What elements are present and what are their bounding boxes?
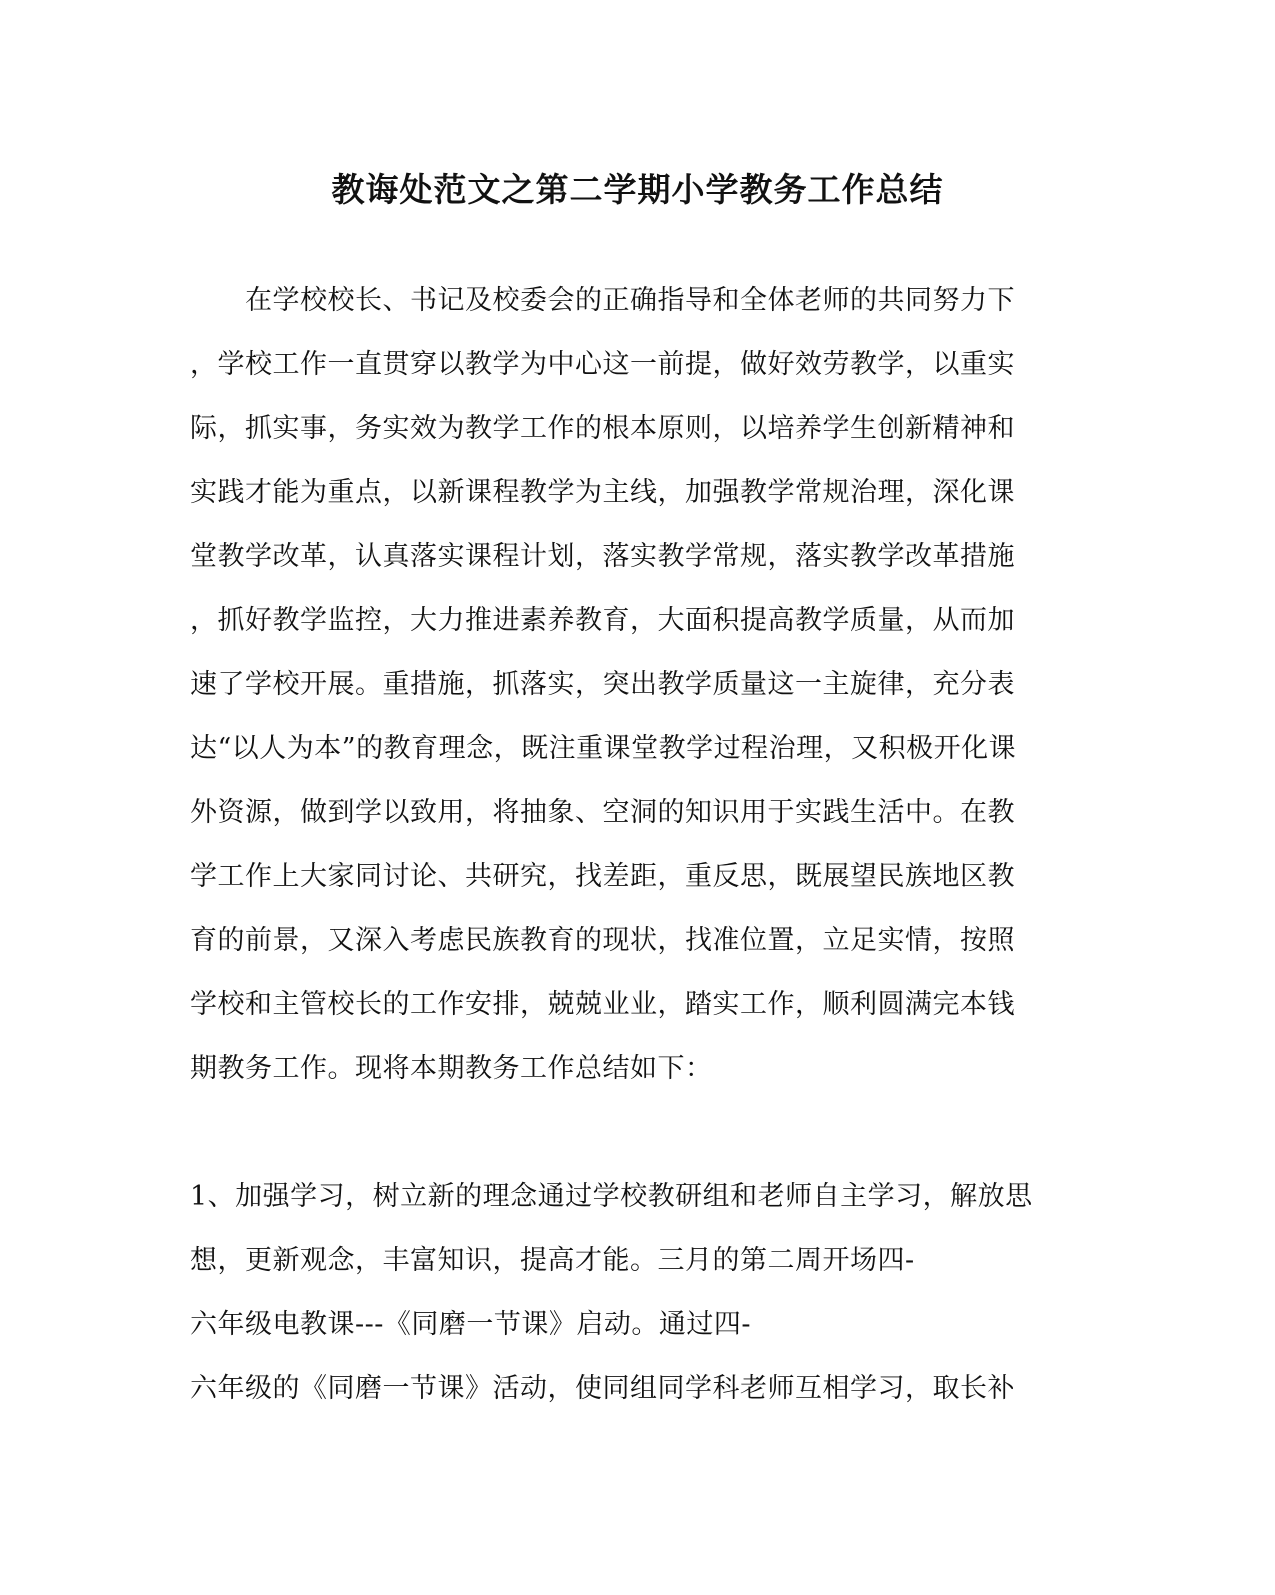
paragraph-line: 学工作上大家同讨论、共研究，找差距，重反思，既展望民族地区教: [190, 861, 1015, 892]
paragraph-line: 1、加强学习，树立新的理念通过学校教研组和老师自主学习，解放思: [190, 1181, 1033, 1212]
paragraph-line: ，抓好教学监控，大力推进素养教育，大面积提高教学质量，从而加: [190, 605, 1015, 636]
paragraph-line: 实践才能为重点，以新课程教学为主线，加强教学常规治理，深化课: [190, 477, 1015, 508]
paragraph-line: 学校和主管校长的工作安排，兢兢业业，踏实工作，顺利圆满完本钱: [190, 989, 1015, 1020]
paragraph-line: 际，抓实事，务实效为教学工作的根本原则，以培养学生创新精神和: [190, 413, 1015, 444]
paragraph-line: ，学校工作一直贯穿以教学为中心这一前提，做好效劳教学，以重实: [190, 349, 1015, 380]
paragraph-line: 堂教学改革，认真落实课程计划，落实教学常规，落实教学改革措施: [190, 541, 1015, 572]
paragraph-line: 达“以人为本”的教育理念，既注重课堂教学过程治理，又积极开化课: [190, 733, 1017, 764]
paragraph-line: 期教务工作。现将本期教务工作总结如下：: [190, 1053, 713, 1084]
paragraph-line: 外资源，做到学以致用，将抽象、空洞的知识用于实践生活中。在教: [190, 797, 1015, 828]
paragraph-line: 速了学校开展。重措施，抓落实，突出教学质量这一主旋律，充分表: [190, 669, 1015, 700]
paragraph-line: 育的前景，又深入考虑民族教育的现状，找准位置，立足实情，按照: [190, 925, 1015, 956]
paragraph-line: 在学校校长、书记及校委会的正确指导和全体老师的共同努力下: [245, 285, 1015, 316]
paragraph-line: 六年级电教课---《同磨一节课》启动。通过四-: [190, 1309, 751, 1340]
document-title: 教诲处范文之第二学期小学教务工作总结: [331, 170, 944, 209]
paragraph-line: 六年级的《同磨一节课》活动，使同组同学科老师互相学习，取长补: [190, 1373, 1015, 1404]
paragraph-line: 想，更新观念，丰富知识，提高才能。三月的第二周开场四-: [190, 1245, 915, 1276]
